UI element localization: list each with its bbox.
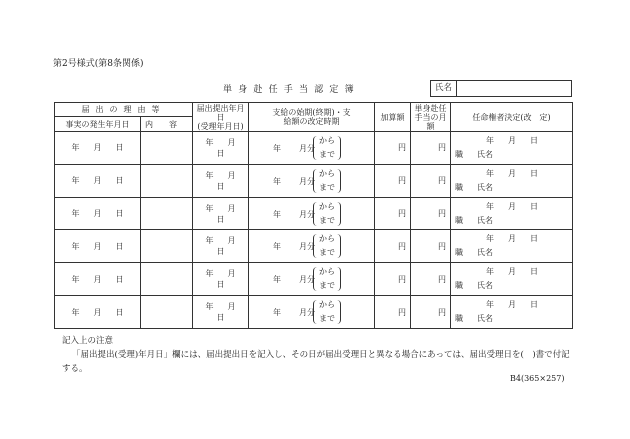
month-label: 月 bbox=[93, 307, 102, 317]
notes-heading: 記入上の注意 bbox=[62, 336, 114, 346]
event-date-cell[interactable] bbox=[55, 197, 141, 230]
brace-left bbox=[313, 267, 318, 291]
period-year-month bbox=[273, 176, 315, 187]
period-year-month bbox=[273, 143, 315, 154]
year-label: 年 bbox=[205, 236, 214, 246]
appointer-cell[interactable] bbox=[451, 230, 573, 263]
period-year-month bbox=[273, 241, 315, 252]
brace-right bbox=[336, 267, 341, 291]
from-until-brace bbox=[313, 168, 343, 194]
year-label: 年 bbox=[205, 269, 214, 279]
brace-right bbox=[336, 202, 341, 226]
month-label: 月 bbox=[508, 234, 516, 244]
appointer-date bbox=[479, 135, 545, 146]
table-row bbox=[55, 230, 573, 263]
report-date-cell[interactable] bbox=[193, 296, 249, 329]
day-label: 日 bbox=[216, 148, 225, 158]
month-label: 月 bbox=[93, 274, 102, 284]
appointer-post-name bbox=[455, 215, 493, 226]
monthly-amount-cell[interactable] bbox=[411, 197, 451, 230]
from-until-brace bbox=[313, 135, 343, 161]
monthly-amount-cell[interactable] bbox=[411, 230, 451, 263]
month-part-label: 月分 bbox=[299, 275, 315, 285]
day-label: 日 bbox=[530, 267, 538, 277]
table-row bbox=[55, 197, 573, 230]
period-cell[interactable] bbox=[249, 197, 375, 230]
content-cell[interactable] bbox=[141, 230, 193, 263]
period-year-month bbox=[273, 274, 315, 285]
day-label: 日 bbox=[530, 136, 538, 145]
header-addition: 加算額 bbox=[375, 103, 411, 132]
year-label: 年 bbox=[205, 170, 214, 180]
period-cell[interactable] bbox=[249, 132, 375, 165]
day-label: 日 bbox=[216, 280, 225, 290]
yen-label: 円 bbox=[398, 143, 406, 153]
content-cell[interactable] bbox=[141, 132, 193, 165]
table-row bbox=[55, 164, 573, 197]
monthly-amount-cell[interactable] bbox=[411, 263, 451, 296]
post-label: 職 bbox=[455, 281, 463, 291]
note-line-2: する。 bbox=[62, 364, 88, 374]
header-reason: 届出の理由等 bbox=[55, 103, 193, 117]
day-label: 日 bbox=[530, 168, 538, 178]
note-line-1: 「届出提出(受理)年月日」欄には、届出提出日を記入し、その日が届出受理日と異なる場合にあっては、届出受理日を( )書で付記 bbox=[72, 350, 570, 360]
addition-cell[interactable] bbox=[375, 230, 411, 263]
header-period-line2: 給額の改定時期 bbox=[283, 117, 340, 126]
monthly-amount-cell[interactable] bbox=[411, 296, 451, 329]
event-date-cell[interactable] bbox=[55, 132, 141, 165]
until-label: まで bbox=[319, 281, 335, 291]
addition-cell[interactable] bbox=[375, 164, 411, 197]
day-label: 日 bbox=[530, 234, 538, 244]
day-label: 日 bbox=[216, 247, 225, 257]
appointer-date bbox=[479, 233, 545, 244]
year-label: 年 bbox=[486, 201, 494, 211]
report-date-cell[interactable] bbox=[193, 132, 249, 165]
paper-size: B4(365×257) bbox=[510, 374, 565, 383]
header-period bbox=[249, 103, 375, 132]
month-label: 月 bbox=[508, 267, 516, 277]
table-row bbox=[55, 132, 573, 165]
day-label: 日 bbox=[530, 201, 538, 211]
addition-cell[interactable] bbox=[375, 197, 411, 230]
appointer-post-name bbox=[455, 247, 493, 258]
appointer-date bbox=[479, 266, 545, 277]
year-label: 年 bbox=[205, 137, 214, 147]
year-label: 年 bbox=[273, 308, 281, 318]
name-label: 氏名 bbox=[431, 81, 457, 96]
day-label: 日 bbox=[115, 209, 124, 219]
addition-cell[interactable] bbox=[375, 132, 411, 165]
content-cell[interactable] bbox=[141, 164, 193, 197]
addition-cell[interactable] bbox=[375, 263, 411, 296]
year-label: 年 bbox=[273, 275, 281, 285]
yen-label: 円 bbox=[438, 274, 446, 284]
brace-left bbox=[313, 202, 318, 226]
yen-label: 円 bbox=[438, 176, 446, 186]
month-part-label: 月分 bbox=[299, 242, 315, 252]
year-label: 年 bbox=[71, 143, 80, 153]
appointer-post-name bbox=[455, 280, 493, 291]
month-label: 月 bbox=[508, 136, 516, 145]
day-label: 日 bbox=[115, 176, 124, 186]
yen-label: 円 bbox=[398, 241, 406, 251]
header-amount-line2: 手当の月 bbox=[414, 112, 447, 122]
event-date-cell[interactable] bbox=[55, 230, 141, 263]
month-label: 月 bbox=[93, 209, 102, 219]
name-label: 氏名 bbox=[477, 314, 493, 324]
from-label: から bbox=[319, 234, 335, 244]
brace-left bbox=[313, 136, 318, 160]
content-cell[interactable] bbox=[141, 263, 193, 296]
day-label: 日 bbox=[115, 307, 124, 317]
month-label: 月 bbox=[227, 236, 236, 246]
appointer-cell[interactable] bbox=[451, 197, 573, 230]
month-label: 月 bbox=[227, 269, 236, 279]
header-monthly-amount bbox=[411, 103, 451, 132]
header-report-date-line2: (受理年月日) bbox=[197, 121, 244, 131]
year-label: 年 bbox=[486, 168, 494, 178]
from-until-brace bbox=[313, 233, 343, 259]
brace-right bbox=[336, 234, 341, 258]
from-until-brace bbox=[313, 201, 343, 227]
until-label: まで bbox=[319, 150, 335, 159]
from-until-brace bbox=[313, 299, 343, 325]
yen-label: 円 bbox=[438, 143, 446, 153]
monthly-amount-cell[interactable] bbox=[411, 132, 451, 165]
year-label: 年 bbox=[71, 307, 80, 317]
year-label: 年 bbox=[71, 241, 80, 251]
from-label: から bbox=[319, 267, 335, 277]
month-label: 月 bbox=[93, 241, 102, 251]
day-label: 日 bbox=[115, 241, 124, 251]
from-until-brace bbox=[313, 266, 343, 292]
appointer-cell[interactable] bbox=[451, 263, 573, 296]
header-amount-line1: 単身赴任 bbox=[414, 103, 447, 113]
post-label: 職 bbox=[455, 314, 463, 324]
content-cell[interactable] bbox=[141, 296, 193, 329]
content-cell[interactable] bbox=[141, 197, 193, 230]
month-label: 月 bbox=[508, 300, 516, 310]
monthly-amount-cell[interactable] bbox=[411, 164, 451, 197]
period-cell[interactable] bbox=[249, 230, 375, 263]
certification-table bbox=[54, 102, 573, 329]
year-label: 年 bbox=[273, 176, 281, 186]
form-number: 第2号様式(第8条関係) bbox=[53, 59, 144, 69]
period-cell[interactable] bbox=[249, 164, 375, 197]
post-label: 職 bbox=[455, 182, 463, 192]
year-label: 年 bbox=[205, 302, 214, 312]
from-label: から bbox=[319, 201, 335, 211]
yen-label: 円 bbox=[398, 307, 406, 317]
month-label: 月 bbox=[227, 302, 236, 312]
report-date-cell[interactable] bbox=[193, 230, 249, 263]
month-part-label: 月分 bbox=[299, 308, 315, 318]
rows-body bbox=[55, 132, 573, 329]
table-row bbox=[55, 296, 573, 329]
year-label: 年 bbox=[486, 136, 494, 145]
post-label: 職 bbox=[455, 150, 463, 159]
period-year-month bbox=[273, 307, 315, 318]
name-label: 氏名 bbox=[477, 281, 493, 291]
day-label: 日 bbox=[115, 274, 124, 284]
until-label: まで bbox=[319, 215, 335, 225]
header-report-date bbox=[193, 103, 249, 132]
addition-cell[interactable] bbox=[375, 296, 411, 329]
appointer-date bbox=[479, 299, 545, 310]
brace-right bbox=[336, 300, 341, 324]
table-row bbox=[55, 263, 573, 296]
header-content: 内 容 bbox=[141, 117, 193, 132]
day-label: 日 bbox=[216, 214, 225, 224]
year-label: 年 bbox=[71, 209, 80, 219]
month-label: 月 bbox=[227, 137, 236, 147]
year-label: 年 bbox=[205, 203, 214, 213]
appointer-post-name bbox=[455, 149, 493, 160]
until-label: まで bbox=[319, 314, 335, 324]
year-label: 年 bbox=[273, 209, 281, 219]
brace-left bbox=[313, 300, 318, 324]
year-label: 年 bbox=[71, 274, 80, 284]
yen-label: 円 bbox=[438, 209, 446, 219]
month-part-label: 月分 bbox=[299, 176, 315, 186]
month-label: 月 bbox=[227, 203, 236, 213]
from-label: から bbox=[319, 136, 335, 145]
yen-label: 円 bbox=[438, 241, 446, 251]
appointer-cell[interactable] bbox=[451, 132, 573, 165]
header-event-date: 事実の発生年月日 bbox=[55, 117, 141, 132]
event-date-cell[interactable] bbox=[55, 164, 141, 197]
form-title: 単身赴任手当認定簿 bbox=[223, 85, 360, 95]
appointer-cell[interactable] bbox=[451, 164, 573, 197]
year-label: 年 bbox=[273, 144, 281, 153]
header-report-date-line1: 届出提出年月日 bbox=[196, 103, 245, 122]
month-label: 月 bbox=[508, 168, 516, 178]
day-label: 日 bbox=[216, 313, 225, 323]
post-label: 職 bbox=[455, 248, 463, 258]
name-box[interactable] bbox=[430, 80, 572, 97]
brace-left bbox=[313, 234, 318, 258]
from-label: から bbox=[319, 168, 335, 178]
name-label: 氏名 bbox=[477, 215, 493, 225]
name-label: 氏名 bbox=[477, 150, 493, 159]
month-label: 月 bbox=[93, 176, 102, 186]
report-date-cell[interactable] bbox=[193, 164, 249, 197]
name-label: 氏名 bbox=[477, 248, 493, 258]
month-label: 月 bbox=[227, 170, 236, 180]
until-label: まで bbox=[319, 182, 335, 192]
event-date-cell[interactable] bbox=[55, 296, 141, 329]
post-label: 職 bbox=[455, 215, 463, 225]
brace-left bbox=[313, 169, 318, 193]
year-label: 年 bbox=[486, 234, 494, 244]
yen-label: 円 bbox=[398, 274, 406, 284]
yen-label: 円 bbox=[438, 307, 446, 317]
day-label: 日 bbox=[530, 300, 538, 310]
brace-right bbox=[336, 169, 341, 193]
year-label: 年 bbox=[273, 242, 281, 252]
month-label: 月 bbox=[93, 143, 102, 153]
brace-right bbox=[336, 136, 341, 160]
yen-label: 円 bbox=[398, 176, 406, 186]
month-part-label: 月分 bbox=[299, 144, 315, 153]
event-date-cell[interactable] bbox=[55, 263, 141, 296]
year-label: 年 bbox=[71, 176, 80, 186]
appointer-date bbox=[479, 201, 545, 212]
appointer-post-name bbox=[455, 313, 493, 324]
name-label: 氏名 bbox=[477, 182, 493, 192]
month-part-label: 月分 bbox=[299, 209, 315, 219]
header-amount-line3: 額 bbox=[426, 121, 435, 131]
day-label: 日 bbox=[216, 181, 225, 191]
yen-label: 円 bbox=[398, 209, 406, 219]
report-date-cell[interactable] bbox=[193, 197, 249, 230]
appointer-date bbox=[479, 168, 545, 179]
until-label: まで bbox=[319, 248, 335, 258]
month-label: 月 bbox=[508, 201, 516, 211]
from-label: から bbox=[319, 300, 335, 310]
header-appointer: 任命権者決定(改 定) bbox=[451, 103, 573, 132]
report-date-cell[interactable] bbox=[193, 263, 249, 296]
period-cell[interactable] bbox=[249, 296, 375, 329]
day-label: 日 bbox=[115, 143, 124, 153]
appointer-post-name bbox=[455, 182, 493, 193]
period-year-month bbox=[273, 209, 315, 220]
header-period-line1: 支給の始期(終期)・支 bbox=[272, 108, 351, 117]
year-label: 年 bbox=[486, 267, 494, 277]
appointer-cell[interactable] bbox=[451, 296, 573, 329]
year-label: 年 bbox=[486, 300, 494, 310]
period-cell[interactable] bbox=[249, 263, 375, 296]
